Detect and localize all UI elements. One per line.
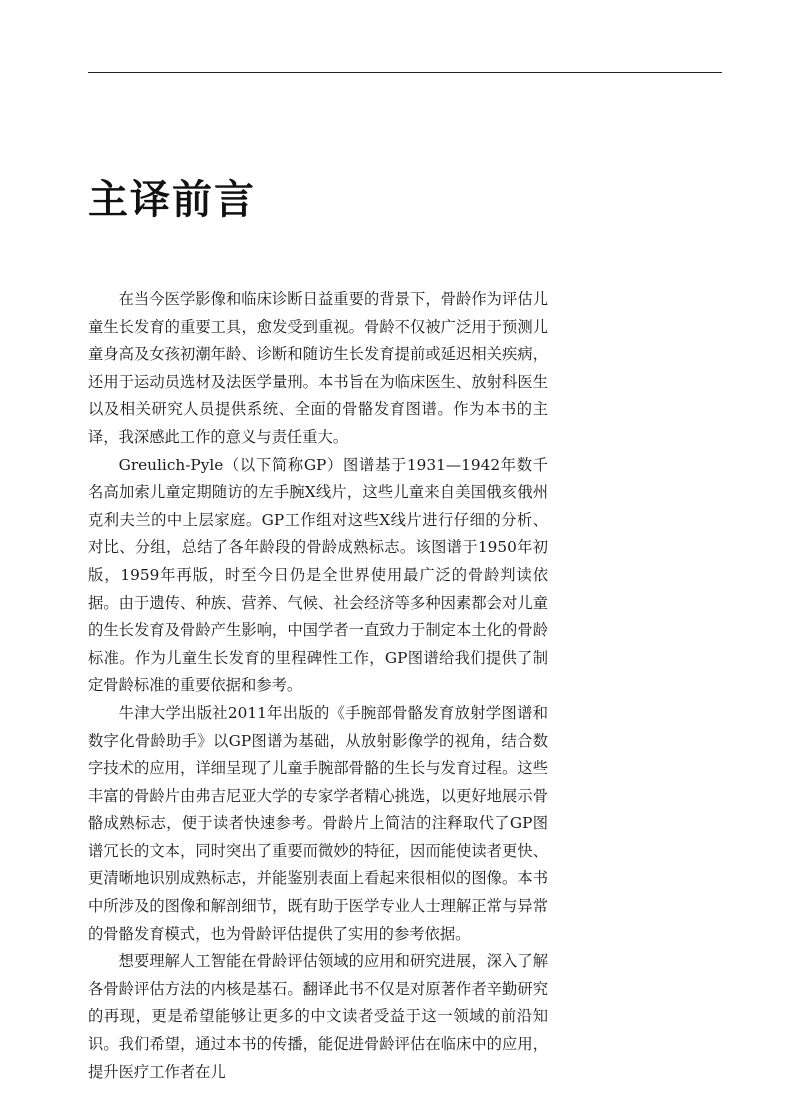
paragraph-2: Greulich-Pyle（以下简称GP）图谱基于1931—1942年数千名高加索儿童定期随访的左手腕X线片，这些儿童来自美国俄亥俄州克利夫兰的中上层家庭。GP工作组对这些X线片进行仔细的分析、对比、分组，总结了各年龄段的骨龄成熟标志。该图谱于1950年初版，1959年再版，时至今日仍是全世界使用最广泛的骨龄判读依据。由于遗传、种族、营养、气候、社会经济等多种因素都会对儿童的生长发育及骨龄产生影响，中国学者一直致力于制定本土化的骨龄标准。作为儿童生长发育的里程碑性工作，GP图谱给我们提供了制定骨龄标准的重要依据和参考。 (88, 455, 548, 695)
page-title: 主译前言 (88, 177, 256, 223)
paragraph-3: 牛津大学出版社2011年出版的《手腕部骨骼发育放射学图谱和数字化骨龄助手》以GP图谱为基础，从放射影像学的视角，结合数字技术的应用，详细呈现了儿童手腕部骨骼的生长与发育过程。这些丰富的骨龄片由弗吉尼亚大学的专家学者精心挑选，以更好地展示骨骼成熟标志，便于读者快速参考。骨龄片上简洁的注释取代了GP图谱冗长的文本，同时突出了重要而微妙的特征，因而能使读者更快、更清晰地识别成熟标志，并能鉴别表面上看起来很相似的图像。本书中所涉及的图像和解剖细节，既有助于医学专业人士理解正常与异常的骨骼发育模式，也为骨龄评估提供了实用的参考依据。 (88, 703, 548, 943)
header-rule (88, 72, 722, 73)
preface-body (88, 286, 548, 1086)
paragraph-1: 在当今医学影像和临床诊断日益重要的背景下，骨龄作为评估儿童生长发育的重要工具，愈发受到重视。骨龄不仅被广泛用于预测儿童身高及女孩初潮年龄、诊断和随访生长发育提前或延迟相关疾病，还用于运动员选材及法医学量刑。本书旨在为临床医生、放射科医生以及相关研究人员提供系统、全面的骨骼发育图谱。作为本书的主译，我深感此工作的意义与责任重大。 (88, 290, 548, 446)
paragraph-4: 想要理解人工智能在骨龄评估领域的应用和研究进展，深入了解各骨龄评估方法的内核是基石。翻译此书不仅是对原著作者辛勤研究的再现，更是希望能够让更多的中文读者受益于这一领域的前沿知识。我们希望，通过本书的传播，能促进骨龄评估在临床中的应用，提升医疗工作者在儿 (88, 952, 548, 1081)
